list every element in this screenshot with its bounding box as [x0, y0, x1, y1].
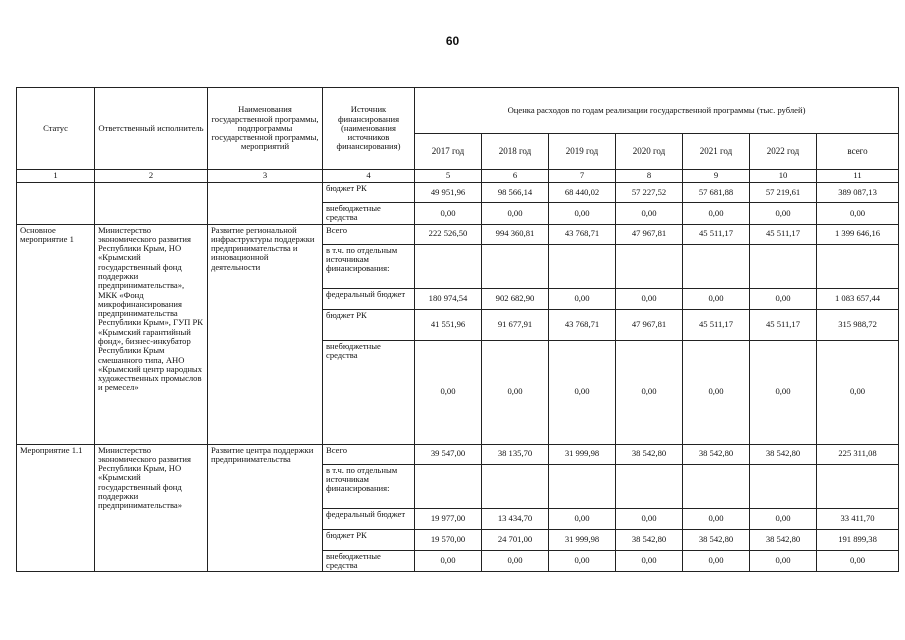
column-number: 8	[616, 170, 683, 183]
budget-table	[16, 87, 899, 572]
header-status: Статус	[17, 88, 95, 170]
value-cell: 994 360,81	[482, 224, 549, 244]
value-cell: 38 542,80	[683, 444, 750, 464]
value-cell: 45 511,17	[683, 309, 750, 340]
value-cell: 0,00	[549, 508, 616, 529]
source-label: в т.ч. по отдельным источникам финансирования:	[323, 244, 415, 288]
source-label: в т.ч. по отдельным источникам финансирования:	[323, 464, 415, 508]
value-cell: 0,00	[616, 550, 683, 572]
executor-cell: Министерство экономического развития Республики Крым, НО «Крымский государственный фонд поддержки предпринимательства»	[95, 444, 208, 572]
value-cell: 41 551,96	[415, 309, 482, 340]
value-cell: 0,00	[616, 508, 683, 529]
total-cell: 1 083 657,44	[817, 288, 899, 309]
value-cell: 49 951,96	[415, 183, 482, 203]
value-cell: 47 967,81	[616, 309, 683, 340]
value-cell: 19 570,00	[415, 529, 482, 550]
value-cell: 222 526,50	[415, 224, 482, 244]
value-cell: 0,00	[683, 550, 750, 572]
header-executor: Ответственный исполнитель	[95, 88, 208, 170]
value-cell: 31 999,98	[549, 444, 616, 464]
value-cell: 45 511,17	[683, 224, 750, 244]
status-cell: Мероприятие 1.1	[17, 444, 95, 572]
header-source: Источник финансирования (наименования источников финансирования)	[323, 88, 415, 170]
value-cell: 0,00	[683, 508, 750, 529]
source-label: бюджет РК	[323, 529, 415, 550]
total-cell: 0,00	[817, 340, 899, 444]
value-cell: 91 677,91	[482, 309, 549, 340]
total-cell: 225 311,08	[817, 444, 899, 464]
value-cell: 45 511,17	[750, 309, 817, 340]
column-number: 1	[17, 170, 95, 183]
table-row	[17, 224, 899, 244]
total-cell	[817, 244, 899, 288]
table-row	[17, 444, 899, 464]
year-header: 2019 год	[549, 134, 616, 170]
column-number: 3	[208, 170, 323, 183]
value-cell	[482, 464, 549, 508]
column-number-row	[17, 170, 899, 183]
value-cell	[683, 464, 750, 508]
year-header: 2017 год	[415, 134, 482, 170]
value-cell: 38 542,80	[683, 529, 750, 550]
value-cell: 180 974,54	[415, 288, 482, 309]
value-cell: 57 681,88	[683, 183, 750, 203]
value-cell	[616, 464, 683, 508]
value-cell: 43 768,71	[549, 309, 616, 340]
header-estimate: Оценка расходов по годам реализации государственной программы (тыс. рублей)	[415, 88, 899, 134]
header-program-name: Наименования государственной программы, подпрограммы государственной программы, мероприятий	[208, 88, 323, 170]
value-cell: 0,00	[683, 340, 750, 444]
value-cell: 0,00	[549, 203, 616, 225]
value-cell: 0,00	[415, 340, 482, 444]
source-label: Всего	[323, 444, 415, 464]
column-number: 4	[323, 170, 415, 183]
source-label: внебюджетные средства	[323, 550, 415, 572]
value-cell: 19 977,00	[415, 508, 482, 529]
value-cell: 43 768,71	[549, 224, 616, 244]
column-number: 11	[817, 170, 899, 183]
value-cell: 0,00	[683, 288, 750, 309]
total-cell: 191 899,38	[817, 529, 899, 550]
value-cell: 0,00	[482, 203, 549, 225]
value-cell: 0,00	[549, 340, 616, 444]
value-cell: 38 542,80	[750, 444, 817, 464]
value-cell: 0,00	[750, 340, 817, 444]
value-cell: 39 547,00	[415, 444, 482, 464]
total-header: всего	[817, 134, 899, 170]
page-number: 60	[445, 34, 460, 48]
value-cell: 0,00	[616, 288, 683, 309]
column-number: 5	[415, 170, 482, 183]
value-cell: 0,00	[750, 203, 817, 225]
total-cell: 33 411,70	[817, 508, 899, 529]
value-cell: 0,00	[482, 550, 549, 572]
value-cell: 0,00	[549, 288, 616, 309]
empty-name-cell	[208, 183, 323, 225]
total-cell: 315 988,72	[817, 309, 899, 340]
empty-executor-cell	[95, 183, 208, 225]
value-cell: 57 219,61	[750, 183, 817, 203]
value-cell: 47 967,81	[616, 224, 683, 244]
value-cell	[415, 244, 482, 288]
program-name-cell: Развитие региональной инфраструктуры поддержки предпринимательства и инновационной деятельности	[208, 224, 323, 444]
value-cell: 0,00	[415, 203, 482, 225]
program-name-cell: Развитие центра поддержки предпринимательства	[208, 444, 323, 572]
empty-status-cell	[17, 183, 95, 225]
source-label: федеральный бюджет	[323, 508, 415, 529]
source-label: федеральный бюджет	[323, 288, 415, 309]
value-cell: 0,00	[616, 203, 683, 225]
total-cell: 0,00	[817, 550, 899, 572]
column-number: 9	[683, 170, 750, 183]
source-label: внебюджетные средства	[323, 340, 415, 444]
source-label: бюджет РК	[323, 309, 415, 340]
value-cell	[616, 244, 683, 288]
value-cell	[683, 244, 750, 288]
value-cell: 902 682,90	[482, 288, 549, 309]
value-cell: 13 434,70	[482, 508, 549, 529]
header-row-1	[17, 88, 899, 134]
year-header: 2022 год	[750, 134, 817, 170]
column-number: 10	[750, 170, 817, 183]
year-header: 2018 год	[482, 134, 549, 170]
value-cell: 38 135,70	[482, 444, 549, 464]
column-number: 2	[95, 170, 208, 183]
value-cell: 38 542,80	[750, 529, 817, 550]
value-cell	[549, 464, 616, 508]
year-header: 2020 год	[616, 134, 683, 170]
total-cell: 389 087,13	[817, 183, 899, 203]
value-cell: 0,00	[683, 203, 750, 225]
column-number: 6	[482, 170, 549, 183]
executor-cell: Министерство экономического развития Республики Крым, НО «Крымский государственный фонд поддержки предпринимательства», МКК «Фонд микрофинансирования предпринимательства Республики Крым», ГУП РК «Крымский гарантийный фонд», бизнес-инкубатор Республики Крым смешанного типа, АНО «Крымский центр народных художественных промыслов и ремесел»	[95, 224, 208, 444]
value-cell: 0,00	[616, 340, 683, 444]
value-cell: 0,00	[415, 550, 482, 572]
value-cell	[482, 244, 549, 288]
source-label: внебюджетные средства	[323, 203, 415, 225]
value-cell: 98 566,14	[482, 183, 549, 203]
value-cell	[750, 244, 817, 288]
value-cell: 57 227,52	[616, 183, 683, 203]
value-cell: 0,00	[750, 288, 817, 309]
value-cell: 38 542,80	[616, 444, 683, 464]
source-label: бюджет РК	[323, 183, 415, 203]
value-cell: 45 511,17	[750, 224, 817, 244]
value-cell: 0,00	[549, 550, 616, 572]
year-header: 2021 год	[683, 134, 750, 170]
value-cell	[750, 464, 817, 508]
value-cell	[549, 244, 616, 288]
value-cell: 31 999,98	[549, 529, 616, 550]
value-cell: 68 440,02	[549, 183, 616, 203]
column-number: 7	[549, 170, 616, 183]
value-cell: 0,00	[482, 340, 549, 444]
source-label: Всего	[323, 224, 415, 244]
status-cell: Основное мероприятие 1	[17, 224, 95, 444]
value-cell: 38 542,80	[616, 529, 683, 550]
total-cell	[817, 464, 899, 508]
value-cell	[415, 464, 482, 508]
value-cell: 0,00	[750, 550, 817, 572]
total-cell: 1 399 646,16	[817, 224, 899, 244]
total-cell: 0,00	[817, 203, 899, 225]
table-row	[17, 183, 899, 203]
value-cell: 0,00	[750, 508, 817, 529]
value-cell: 24 701,00	[482, 529, 549, 550]
